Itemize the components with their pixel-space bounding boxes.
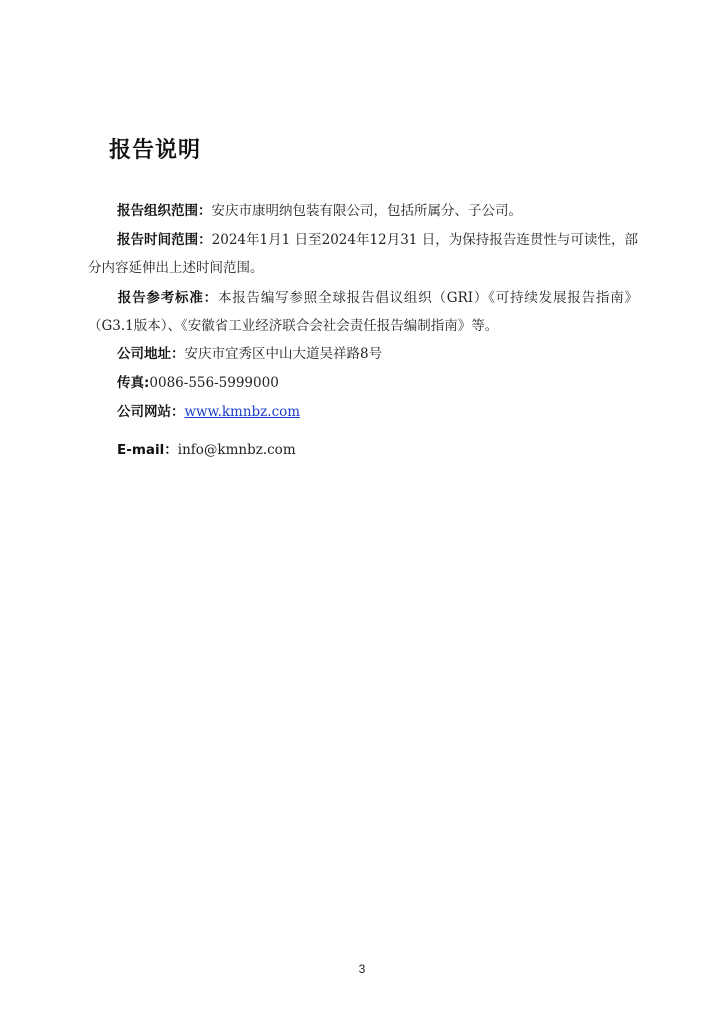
fax-label: 传真:: [117, 375, 150, 391]
report-scope-paragraph: [88, 197, 638, 225]
report-standard-paragraph: [88, 284, 638, 340]
report-standard-label: 报告参考标准：: [117, 290, 218, 306]
website-paragraph: [88, 398, 638, 426]
email-paragraph: [88, 436, 638, 464]
email-address: info@kmnbz.com: [177, 442, 296, 458]
report-standard-text: 本报告编写参照全球报告倡议组织（GRI）《可持续发展报告指南》（G3.1版本）、《安徽省工业经济联合会社会责任报告编制指南》等。: [88, 290, 638, 334]
report-period-paragraph: [88, 226, 638, 282]
fax-paragraph: [88, 369, 638, 397]
website-link[interactable]: www.kmnbz.com: [184, 404, 301, 420]
report-period-label: 报告时间范围：: [117, 232, 212, 248]
company-address-paragraph: [88, 340, 638, 368]
fax-number: 0086-556-5999000: [149, 375, 279, 391]
company-address-label: 公司地址：: [117, 346, 185, 362]
website-label: 公司网站：: [117, 404, 185, 420]
email-label: E-mail：: [117, 442, 178, 458]
report-scope-label: 报告组织范围：: [117, 203, 212, 219]
page-title: 报告说明: [109, 138, 202, 163]
report-scope-text: 安庆市康明纳包装有限公司，包括所属分、子公司。: [211, 203, 522, 219]
company-address-text: 安庆市宜秀区中山大道吴祥路8号: [184, 346, 383, 362]
page-number: 3: [358, 962, 366, 976]
report-period-text: 2024年1月1 日至2024年12月31 日，为保持报告连贯性与可读性，部分内容延伸出上述时间范围。: [88, 232, 638, 276]
